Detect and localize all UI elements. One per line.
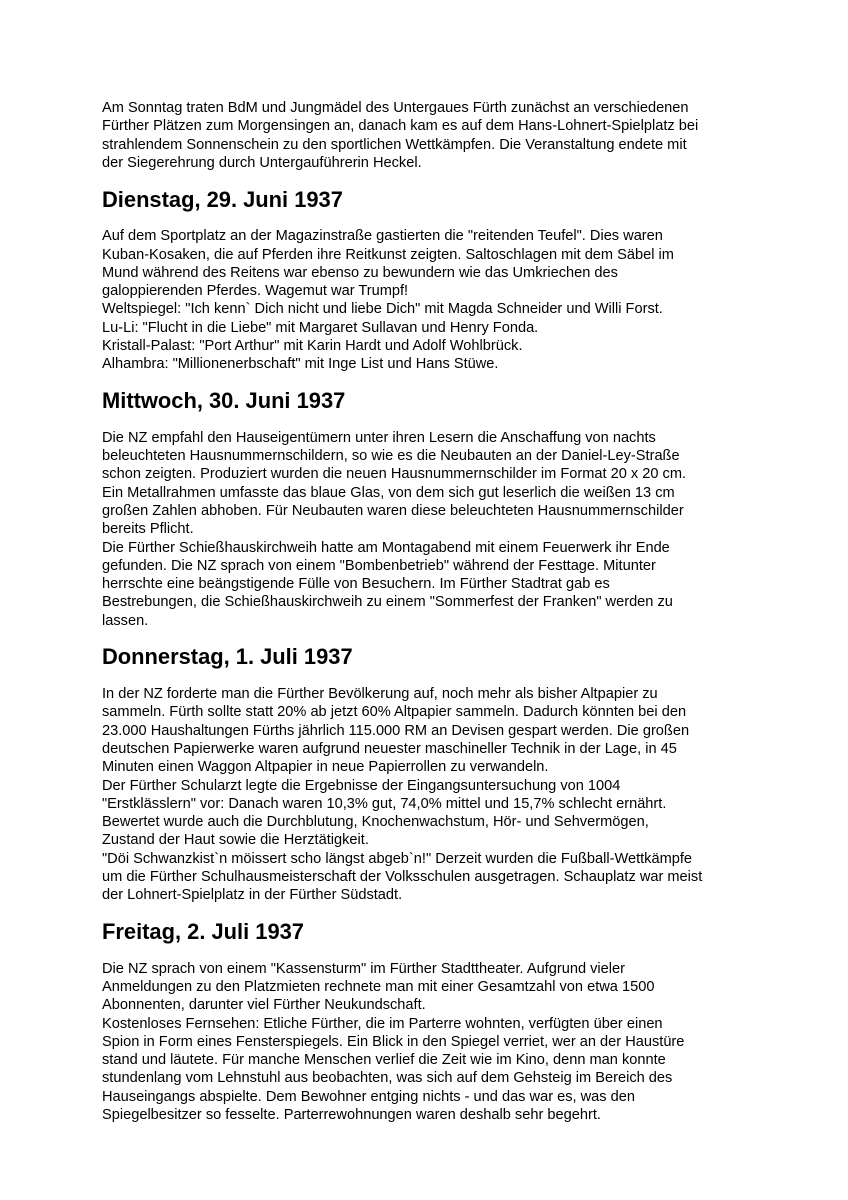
text-line: Lu-Li: "Flucht in die Liebe" mit Margaret Sullavan und Henry Fonda.	[102, 319, 539, 336]
spacer	[102, 667, 742, 685]
text-line: großen Zahlen abhoben. Für Neubauten waren diese beleuchteten Hausnummernschilder	[102, 502, 684, 519]
text-line: Bewertet wurde auch die Durchblutung, Knochenwachstum, Hör- und Sehvermögen,	[102, 814, 649, 831]
text-line: Zustand der Haut sowie die Herztätigkeit.	[102, 832, 369, 849]
text-line: Anmeldungen zu den Platzmieten rechnete man mit einer Gesamtzahl von etwa 1500	[102, 979, 655, 995]
section-heading-freitag: Freitag, 2. Juli 1937	[102, 919, 304, 945]
text-line: lassen.	[102, 612, 149, 629]
spacer	[102, 410, 742, 428]
text-line: Minuten einen Waggon Altpapier in neue Papierrollen zu verwandeln.	[102, 759, 549, 776]
text-line: der Siegerehrung durch Untergauführerin Heckel.	[102, 154, 422, 171]
section-body-mittwoch	[102, 429, 742, 630]
text-line: Mund während des Reitens war ebenso zu bewundern wie das Umkriechen des	[102, 264, 618, 281]
text-line: gefunden. Die NZ sprach von einem "Bombenbetrieb" während der Festtage. Mitunter	[102, 557, 656, 574]
text-line: Die NZ sprach von einem "Kassensturm" im Fürther Stadttheater. Aufgrund vieler	[102, 960, 625, 977]
text-line: bereits Pflicht.	[102, 521, 194, 538]
spacer	[102, 209, 742, 227]
text-line: Spiegelbesitzer so fesselte. Parterrewohnungen waren deshalb sehr begehrt.	[102, 1107, 601, 1124]
text-line: "Erstklässlern" vor: Danach waren 10,3% gut, 74,0% mittel und 15,7% schlecht ernährt.	[102, 795, 667, 812]
spacer	[102, 941, 742, 959]
text-line: Alhambra: "Millionenerbschaft" mit Inge List und Hans Stüwe.	[102, 356, 499, 373]
section-body-dienstag	[102, 227, 742, 373]
text-line: "Döi Schwanzkist`n möissert scho längst abgeb`n!" Derzeit wurden die Fußball-Wettkämpfe	[102, 850, 693, 867]
text-line: Kristall-Palast: "Port Arthur" mit Karin Hardt und Adolf Wohlbrück.	[102, 338, 523, 355]
text-line: In der NZ forderte man die Fürther Bevölkerung auf, noch mehr als bisher Altpapier zu	[102, 686, 658, 703]
text-line: sammeln. Fürth sollte statt 20% ab jetzt 60% Altpapier sammeln. Dadurch könnten bei den	[102, 704, 687, 721]
section-body-donnerstag	[102, 685, 742, 905]
text-line: herrschte eine beängstigende Fülle von Besuchern. Im Fürther Stadtrat gab es	[102, 576, 610, 593]
text-line: galoppierenden Pferdes. Wagemut war Trumpf!	[102, 283, 409, 300]
text-line: Fürther Plätzen zum Morgensingen an, danach kam es auf dem Hans-Lohnert-Spielplatz bei	[102, 118, 699, 135]
text-line: schon zeigten. Produziert wurden die neuen Hausnummernschilder im Format 20 x 20 cm.	[102, 466, 687, 483]
section-heading-dienstag: Dienstag, 29. Juni 1937	[102, 186, 343, 212]
text-line: Der Fürther Schularzt legte die Ergebnisse der Eingangsuntersuchung von 1004	[102, 777, 621, 794]
text-line: Am Sonntag traten BdM und Jungmädel des Untergaues Fürth zunächst an verschiedenen	[102, 100, 689, 116]
text-line: Weltspiegel: "Ich kenn` Dich nicht und liebe Dich" mit Magda Schneider und Willi Forst.	[102, 301, 663, 318]
text-line: strahlendem Sonnenschein zu den sportlichen Wettkämpfen. Die Veranstaltung endete mit	[102, 136, 687, 153]
text-line: Hauseingangs abspielte. Dem Bewohner entging nichts - und das war es, was den	[102, 1088, 635, 1105]
text-line: 23.000 Haushaltungen Fürths jährlich 115.000 RM an Devisen gespart werden. Die großen	[102, 722, 690, 739]
text-line: Abonnenten, darunter viel Fürther Neukundschaft.	[102, 997, 426, 1014]
text-line: Die NZ empfahl den Hauseigentümern unter ihren Lesern die Anschaffung von nachts	[102, 429, 656, 446]
text-line: Kuban-Kosaken, die auf Pferden ihre Reitkunst zeigten. Saltoschlagen mit dem Säbel im	[102, 246, 674, 263]
text-line: Die Fürther Schießhauskirchweih hatte am Montagabend mit einem Feuerwerk ihr Ende	[102, 539, 670, 556]
section-body-freitag	[102, 960, 742, 1125]
text-line: beleuchteten Hausnummernschildern, so wie es die Neubauten an der Daniel-Ley-Straße	[102, 448, 680, 465]
text-line: der Lohnert-Spielplatz in der Fürther Südstadt.	[102, 887, 403, 904]
text-line: Bestrebungen, die Schießhauskirchweih zu einem "Sommerfest der Franken" werden zu	[102, 594, 673, 611]
text-line: Auf dem Sportplatz an der Magazinstraße gastierten die "reitenden Teufel". Dies waren	[102, 228, 663, 245]
section-heading-donnerstag: Donnerstag, 1. Juli 1937	[102, 644, 353, 670]
text-line: Kostenloses Fernsehen: Etliche Fürther, die im Parterre wohnten, verfügten über einen	[102, 1015, 663, 1032]
text-line: stundenlang vom Lehnstuhl aus beobachten, was sich auf dem Gehsteig im Bereich des	[102, 1070, 673, 1087]
section-heading-mittwoch: Mittwoch, 30. Juni 1937	[102, 388, 346, 414]
text-line: stand und läutete. Für manche Menschen verlief die Zeit wie im Kino, denn man konnte	[102, 1052, 666, 1069]
text-line: Ein Metallrahmen umfasste das blaue Glas, von dem sich gut leserlich die weißen 13 cm	[102, 484, 675, 501]
intro-paragraph	[102, 99, 742, 172]
text-line: Spion in Form eines Fensterspiegels. Ein Blick in den Spiegel verriet, wer an der Haustüre	[102, 1033, 685, 1050]
document-page	[102, 99, 742, 1124]
text-line: deutschen Papierwerke waren aufgrund neuester maschineller Technik in der Lage, in 45	[102, 740, 677, 757]
text-line: um die Fürther Schulhausmeisterschaft der Volksschulen ausgetragen. Schauplatz war meist	[102, 869, 703, 886]
